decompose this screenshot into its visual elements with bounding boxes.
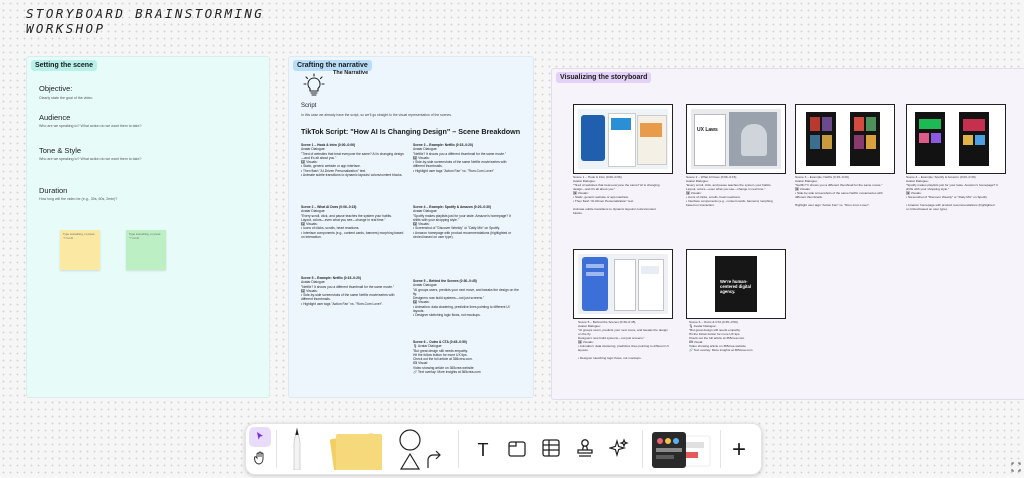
- hand-icon: [253, 451, 267, 470]
- scene-body: Avatar Dialogue: "AI groups users, predicts your next move, and tweaks the design on the fly. Designers now build systems—not just screens." 🖼 Visuals: • Animation: data clustering, predictive lines pointing to different UI layouts. • Designer sketching logic flows, not mockups.: [413, 283, 519, 318]
- scene-body: Avatar Dialogue: "Every scroll, click, and pause teaches the system your habits. Layout, colors—even what you see—change in real time." 🖼 Visuals: • Icons of clicks, scrolls, heart reactions. • Interface components (e.g., content cards, banners) morphing based on interaction.: [301, 209, 404, 240]
- templates-icon: [650, 430, 714, 475]
- tiktok-script-title: TikTok Script: "How AI Is Changing Design" – Scene Breakdown: [301, 127, 521, 136]
- storyboard-frame-6[interactable]: [686, 249, 786, 319]
- duration-desc: How long will the video be (e.g., 30s, 60s, 2min)?: [39, 197, 118, 201]
- plus-icon: +: [731, 436, 746, 463]
- human-centered-text: We're human-centered digital agency.: [720, 279, 751, 294]
- storyboard-frame-5[interactable]: [573, 249, 673, 319]
- sticky-note-yellow-text[interactable]: Type something, or press "/" for AI: [63, 232, 95, 240]
- scene-block: [301, 205, 407, 239]
- scene-title: Scene 5 – Example: Netflix (0:15–0:20): [301, 276, 361, 280]
- toolbar-divider: [720, 430, 721, 468]
- storyboard-frame-1[interactable]: [573, 104, 673, 174]
- section-tag-setting[interactable]: Setting the scene: [31, 60, 97, 71]
- tone-heading: Tone & Style: [39, 146, 82, 155]
- stamp-tool-button[interactable]: [572, 437, 598, 463]
- scene-title: Scene 2 – What AI Does (0:06–0:15): [301, 205, 357, 209]
- table-tool-button[interactable]: [538, 437, 564, 463]
- scene-block: [301, 276, 407, 306]
- section-tag-storyboard[interactable]: Visualizing the storyboard: [556, 72, 651, 83]
- sticky-note-yellow[interactable]: [60, 230, 100, 270]
- select-tool-button[interactable]: [249, 427, 271, 447]
- sticky-note-icon: [326, 428, 390, 475]
- toolbar-divider: [458, 430, 459, 468]
- toolbar-divider: [642, 430, 643, 468]
- stamp-icon: [575, 438, 595, 463]
- storyboard-frame-2[interactable]: [686, 104, 786, 174]
- scene-block: [413, 279, 519, 318]
- help-corner-icon[interactable]: [1010, 460, 1022, 472]
- sticky-note-tool-button[interactable]: [326, 430, 390, 472]
- shapes-tool-button[interactable]: [396, 430, 444, 472]
- scene-block: [413, 143, 519, 173]
- shapes-icon: [396, 428, 444, 475]
- audience-heading: Audience: [39, 113, 71, 122]
- scene-block: [301, 143, 407, 177]
- text-tool-button[interactable]: [470, 437, 496, 463]
- scene-title: Scene 3 – Example: Netflix (0:15–0:20): [413, 143, 473, 147]
- hand-tool-button[interactable]: [249, 449, 271, 471]
- scene-body: Avatar Dialogue: "Spotify makes playlists just for your taste. Amazon's homepage? It shifts with your shopping style." 🖼 Visuals: • Screenshot of "Discover Weekly" or "Daily Mix" on Spotify. • Amazon homepage with product recommendations (highlighted or circled based on user type).: [413, 209, 512, 240]
- section-tag-narrative[interactable]: Crafting the narrative: [293, 60, 372, 71]
- table-icon: [541, 438, 561, 463]
- storyboard-caption: Scene 6 – Outro & CTA (0:45–0:50) 🎙 Avatar Dialogue: "But great design still needs empathy. Hit the follow button for more UX tips. Check out the full article at 365crea.com. 🎞 Visual: Video showing article on 365crea website 🔗 Text overlay: More insights at 365crea.com: [689, 320, 753, 352]
- section-visualizing-the-storyboard[interactable]: [551, 68, 1024, 400]
- board-title-line1: STORYBOARD BRAINSTORMING: [26, 6, 265, 21]
- ai-tool-button[interactable]: [606, 437, 632, 463]
- storyboard-caption: Scene 3 – Example: Netflix (0:15–0:20) Avatar Dialogue: "Netflix? It shows you a different thumbnail for the same movie." 🖼 Visuals: • Side-by-side screenshots of the same Netflix movie/series with different thumbnails. Highlight user tags "Action Fan" vs. "Rom-Com Lover".: [795, 175, 883, 207]
- bottom-toolbar: [245, 423, 762, 475]
- scene-body: Avatar Dialogue: "Tired of websites that treat everyone the same? AI is changing design—and it's all about you." 🖼 Visuals: • Static, generic website or app interface. • Then flash "AI-Driven Personalization" text. • Animate subtle transitions to dynamic layouts/ colors/content blocks.: [301, 147, 404, 178]
- cursor-icon: [255, 428, 265, 446]
- sticky-note-green[interactable]: [126, 230, 166, 270]
- duration-heading: Duration: [39, 186, 68, 195]
- scene-title: Scene 5 – Behind the Scenes (0:30–0:45): [413, 279, 477, 283]
- scene-title: Scene 6 – Outro & CTA (0:45–0:50): [413, 340, 467, 344]
- sticky-note-green-text[interactable]: Type something, or press "/" for AI: [129, 232, 161, 240]
- frame-icon: [507, 438, 527, 463]
- lightbulb-icon: [303, 73, 325, 102]
- scene-title: Scene 1 – Hook & Intro (0:00–0:06): [301, 143, 356, 147]
- storyboard-frame-4[interactable]: [906, 104, 1006, 174]
- scene-title: Scene 4 – Example: Spotify & Amazon (0:20–0:30): [413, 205, 491, 209]
- storyboard-caption: Scene 5 – Behind the Scenes (0:30–0:45) Avatar Dialogue: "AI groups users, predicts your next move, and tweaks the design on the fly. Designers now build systems—not just screens." 🖼 Visuals: • Animation: data clustering, predictive lines pointing to different UI layouts. • Designer sketching logic flows, not mockups.: [578, 320, 669, 360]
- scene-body: Avatar Dialogue: "Netflix? It shows you a different thumbnail for the same movie." 🖼 Visuals: • Side-by-side screenshots of the same Netflix movie/series with different thumbnails. • Highlight user tags "Action Fan" vs. "Rom-Com Lover": [413, 147, 507, 173]
- pen-tool-button[interactable]: [286, 428, 308, 472]
- storyboard-caption: Scene 1 – Hook & Intro (0:00–0:06) Avatar Dialogue: "Tired of websites that treat everyone the same? AI is changing design—and it's all about you." 🖼 Visuals: • Static, generic website or app interface. • Then flash "AI-Driven Personalization" text. Animate subtle transitions to dynamic layouts/ colors/content blocks.: [573, 175, 660, 215]
- section-crafting-the-narrative[interactable]: [288, 56, 534, 398]
- toolbar-divider: [276, 430, 277, 468]
- tone-desc: Who are we speaking to? What action do we want them to take?: [39, 157, 142, 161]
- scene-body: Avatar Dialogue: "Netflix? It shows you a different thumbnail for the same movie." 🖼 Visuals: • Side-by-side screenshots of the same Netflix movie/series with different thumbnails. • Highlight user tags "Action Fan" vs. "Rom-Com Lover".: [301, 280, 395, 306]
- script-heading: Script: [301, 103, 317, 109]
- board-title: [26, 6, 264, 36]
- sparkle-icon: [609, 438, 629, 463]
- scene-block: [413, 340, 519, 374]
- board-title-line2: WORKSHOP: [26, 21, 106, 36]
- scene-block: [413, 205, 519, 239]
- scene-body: 🎙 Avatar Dialogue: "But great design still needs empathy. Hit the follow button for more UX tips. Check out the full article at 365crea.com. 🎞 Visual: Video showing article on 365crea website 🔗 Text overlay: More insights at 365crea.com: [413, 344, 481, 375]
- storyboard-caption: Scene 2 – What AI Does (0:06–0:15) Avatar Dialogue: "Every scroll, click, and pause teaches the system your habits. Layout, colors—even what you see—change in real time." 🖼 Visuals: • Icons of clicks, scrolls, heart reactions. • Interface components (e.g., content cards, banners) morphing based on interaction.: [686, 175, 773, 207]
- add-button[interactable]: [724, 435, 754, 465]
- section-tool-button[interactable]: [504, 437, 530, 463]
- narrative-heading: The Narrative: [333, 70, 369, 76]
- section-setting-the-scene[interactable]: [26, 56, 270, 398]
- text-tool-label: T: [477, 439, 489, 460]
- objective-heading: Objective:: [39, 84, 73, 93]
- templates-button[interactable]: [650, 432, 714, 472]
- ux-laws-text: UX Laws: [697, 127, 718, 133]
- storyboard-caption: Scene 4 – Example: Spotify & Amazon (0:20–0:30) Avatar Dialogue: "Spotify makes playlists just for your taste. Amazon's homepage? It shifts with your shopping style." 🖼 Visuals: • Screenshot of "Discover Weekly" or "Daily Mix" on Spotify. • Amazon homepage with product recommendations (highlighted or circled based on user type).: [906, 175, 998, 211]
- audience-desc: Who are we speaking to? What action do we want them to take?: [39, 124, 142, 128]
- script-subtext: In this case we already have the script, so we'll go straight to the visual representation of the scenes.: [301, 113, 452, 117]
- storyboard-frame-3[interactable]: [795, 104, 895, 174]
- objective-desc: Clearly state the goal of the video: [39, 96, 93, 100]
- pen-icon: [290, 426, 304, 475]
